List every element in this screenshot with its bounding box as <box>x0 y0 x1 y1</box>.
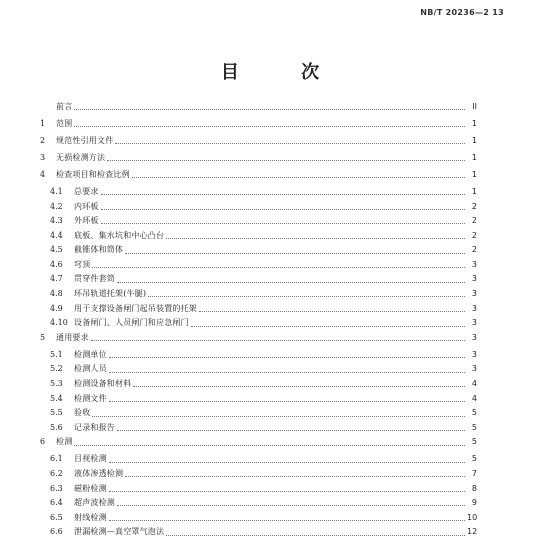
toc-entry-number: 6.1 <box>50 454 63 464</box>
toc-entry[interactable] <box>40 243 477 258</box>
toc-entry-number: 6.6 <box>50 527 63 537</box>
toc-entry[interactable] <box>40 214 477 229</box>
toc-entry-page: 12 <box>467 527 478 537</box>
dot-leader <box>92 266 465 268</box>
toc-entry-label: 无损检测方法 <box>56 152 106 162</box>
toc-entry-label: 总要求 <box>74 186 99 196</box>
toc-entry-label: 泄漏检测—真空罩气泡法 <box>74 527 165 537</box>
toc-entry-label: 检测设备和材料 <box>74 379 132 389</box>
toc-entry-page: 3 <box>471 349 477 359</box>
dot-leader <box>117 281 465 283</box>
toc-entry-label: 用于支撑设备闸门起吊装置的托架 <box>74 303 197 313</box>
toc-entry-page: 2 <box>471 230 477 240</box>
toc-entry[interactable] <box>40 362 477 377</box>
toc-entry-number: 4.3 <box>50 216 63 226</box>
toc-entry-page: 1 <box>471 152 477 162</box>
toc-entry-label: 环吊轨道托架(牛腿) <box>74 289 147 299</box>
toc-entry-number: 4.8 <box>50 289 63 299</box>
toc-entry[interactable] <box>40 100 477 115</box>
toc-entry-number: 1 <box>40 118 46 128</box>
toc-entry[interactable] <box>40 117 477 132</box>
dot-leader <box>117 429 465 431</box>
toc-entry-label: 检测单位 <box>74 349 107 359</box>
toc-entry[interactable] <box>40 168 477 183</box>
toc-entry-number: 5.6 <box>50 422 63 432</box>
toc-entry-number: 6.3 <box>50 483 63 493</box>
toc-entry[interactable] <box>40 496 477 511</box>
toc-entry[interactable] <box>40 348 477 363</box>
dot-leader <box>125 475 465 477</box>
dot-leader <box>199 310 465 312</box>
dot-leader <box>125 252 465 254</box>
dot-leader <box>74 125 465 127</box>
toc-entry[interactable] <box>40 229 477 244</box>
toc-entry[interactable] <box>40 316 477 331</box>
toc-entry-label: 磁粉检测 <box>74 483 107 493</box>
dot-leader <box>191 325 465 327</box>
toc-entry-page: 2 <box>471 245 477 255</box>
dot-leader <box>109 371 465 373</box>
toc-entry-page: 4 <box>471 379 477 389</box>
dot-leader <box>101 222 465 224</box>
toc-entry-label: 外环板 <box>74 216 99 226</box>
toc-entry-label: 检测人员 <box>74 364 107 374</box>
toc-entry[interactable] <box>40 258 477 273</box>
toc-entry[interactable] <box>40 525 477 540</box>
toc-entry-page: 5 <box>471 408 477 418</box>
toc-entry-number: 6 <box>40 437 46 447</box>
dot-leader <box>117 504 465 506</box>
toc-entry-label: 内环板 <box>74 201 99 211</box>
toc-entry-label: 贯穿件套筒 <box>74 274 115 284</box>
toc-entry-label: 射线检测 <box>74 512 107 522</box>
dot-leader <box>92 415 465 417</box>
toc-entry-page: 7 <box>471 468 477 478</box>
toc-entry-number: 5 <box>40 332 46 342</box>
toc-entry-page: 5 <box>471 422 477 432</box>
dot-leader <box>74 108 465 110</box>
toc-entry-label: 液体渗透检测 <box>74 468 124 478</box>
toc-entry[interactable] <box>40 435 477 450</box>
toc-entry[interactable] <box>40 377 477 392</box>
toc-entry[interactable] <box>40 302 477 317</box>
toc-entry-page: 1 <box>471 186 477 196</box>
toc-entry-page: 9 <box>471 498 477 508</box>
toc-entry-page: 2 <box>471 216 477 226</box>
toc-entry-label: 记录和报告 <box>74 422 115 432</box>
toc-entry[interactable] <box>40 392 477 407</box>
toc-entry-label: 设备闸门、人员闸门和应急闸门 <box>74 318 189 328</box>
toc-entry-number: 5.4 <box>50 393 63 403</box>
document-header-code: NB/T 20236—2 13 <box>420 8 504 17</box>
toc-entry[interactable] <box>40 406 477 421</box>
toc-entry-label: 底板、集水坑和中心凸台 <box>74 230 165 240</box>
toc-entry[interactable] <box>40 134 477 149</box>
toc-entry-label: 超声波检测 <box>74 498 115 508</box>
toc-entry[interactable] <box>40 272 477 287</box>
toc-entry-number: 4.9 <box>50 303 63 313</box>
dot-leader <box>91 339 465 341</box>
toc-entry-label: 验收 <box>74 408 91 418</box>
toc-entry-page: 2 <box>471 201 477 211</box>
dot-leader <box>109 356 465 358</box>
toc-entry-page: 1 <box>471 169 477 179</box>
toc-entry-number: 4.7 <box>50 274 63 284</box>
toc-entry-page: 3 <box>471 364 477 374</box>
table-of-contents <box>40 100 477 540</box>
toc-entry-number: 5.3 <box>50 379 63 389</box>
toc-entry-page: 3 <box>471 259 477 269</box>
toc-entry-page: 3 <box>471 274 477 284</box>
toc-entry[interactable] <box>40 511 477 526</box>
dot-leader <box>109 490 465 492</box>
dot-leader <box>166 237 465 239</box>
toc-entry-label: 目视检测 <box>74 454 107 464</box>
toc-entry-page: 3 <box>471 303 477 313</box>
toc-entry[interactable] <box>40 467 477 482</box>
dot-leader <box>133 385 465 387</box>
toc-entry-number: 6.5 <box>50 512 63 522</box>
toc-entry[interactable] <box>40 421 477 436</box>
toc-entry-page: 5 <box>471 454 477 464</box>
dot-leader <box>166 534 465 536</box>
toc-entry-number: 4.6 <box>50 259 63 269</box>
toc-entry-label: 规范性引用文件 <box>56 135 114 145</box>
toc-entry-number: 4.1 <box>50 186 63 196</box>
toc-title: 目 次 <box>220 62 348 83</box>
toc-entry-number: 4.5 <box>50 245 63 255</box>
toc-entry-page: 10 <box>467 512 478 522</box>
toc-entry[interactable] <box>40 452 477 467</box>
toc-entry-label: 前言 <box>56 102 73 111</box>
toc-entry[interactable] <box>40 185 477 200</box>
toc-entry-page: II <box>472 102 477 111</box>
toc-entry-label: 截锥体和筒体 <box>74 245 124 255</box>
toc-entry-number: 4.4 <box>50 230 63 240</box>
toc-entry-number: 5.2 <box>50 364 63 374</box>
toc-entry-page: 1 <box>471 118 477 128</box>
toc-entry-label: 检测文件 <box>74 393 107 403</box>
toc-entry-page: 3 <box>471 318 477 328</box>
toc-entry[interactable] <box>40 287 477 302</box>
toc-entry-number: 2 <box>40 135 46 145</box>
toc-entry[interactable] <box>40 200 477 215</box>
toc-entry-label: 通用要求 <box>56 332 89 342</box>
dot-leader <box>107 159 465 161</box>
toc-entry-page: 3 <box>471 289 477 299</box>
toc-entry-number: 5.1 <box>50 349 63 359</box>
dot-leader <box>109 400 465 402</box>
toc-entry-label: 穹顶 <box>74 259 91 269</box>
toc-entry-label: 检查项目和检查比例 <box>56 169 130 179</box>
toc-entry-page: 8 <box>471 483 477 493</box>
toc-entry-label: 检测 <box>56 437 73 447</box>
toc-entry-number: 3 <box>40 152 46 162</box>
toc-entry-number: 6.4 <box>50 498 63 508</box>
toc-entry-page: 5 <box>471 437 477 447</box>
toc-entry-number: 5.5 <box>50 408 63 418</box>
toc-entry-page: 1 <box>471 135 477 145</box>
toc-entry-number: 6.2 <box>50 468 63 478</box>
dot-leader <box>132 176 465 178</box>
toc-entry-page: 3 <box>471 332 477 342</box>
toc-entry-number: 4 <box>40 169 46 179</box>
toc-entry[interactable] <box>40 151 477 166</box>
toc-entry[interactable] <box>40 331 477 346</box>
dot-leader <box>115 142 465 144</box>
dot-leader <box>109 461 465 463</box>
dot-leader <box>148 295 465 297</box>
dot-leader <box>74 444 465 446</box>
dot-leader <box>101 208 465 210</box>
toc-entry-page: 4 <box>471 393 477 403</box>
toc-entry-number: 4.10 <box>50 318 68 328</box>
toc-entry-label: 范围 <box>56 118 73 128</box>
toc-entry[interactable] <box>40 482 477 497</box>
dot-leader <box>109 519 465 521</box>
toc-entry-number: 4.2 <box>50 201 63 211</box>
dot-leader <box>101 193 465 195</box>
